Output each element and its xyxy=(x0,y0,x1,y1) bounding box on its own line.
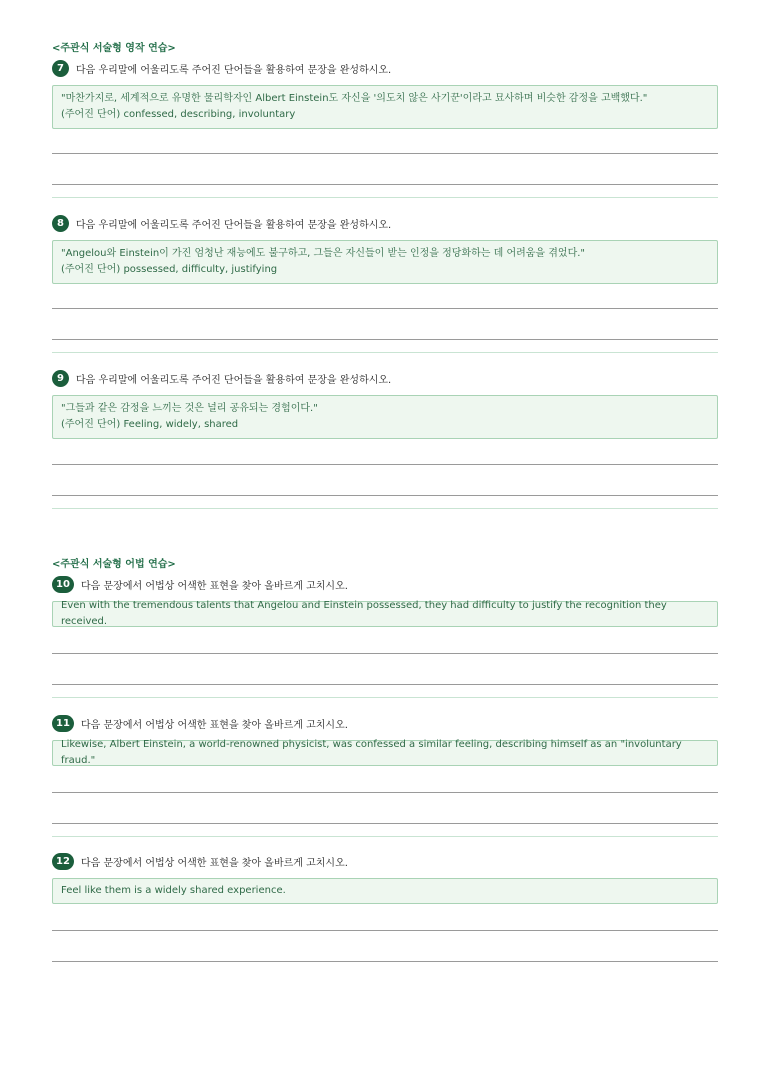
sentence-box xyxy=(52,740,718,766)
answer-line[interactable] xyxy=(52,792,718,793)
answer-line[interactable] xyxy=(52,653,718,654)
question-9 xyxy=(52,369,718,439)
question-number: 7 xyxy=(52,60,69,77)
korean-sentence: "그들과 같은 감정을 느끼는 것은 널리 공유되는 경험이다." xyxy=(61,403,318,414)
question-12 xyxy=(52,852,718,904)
prompt-box xyxy=(52,395,718,439)
answer-line[interactable] xyxy=(52,339,718,340)
answer-line[interactable] xyxy=(52,823,718,824)
answer-line[interactable] xyxy=(52,464,718,465)
section-title-grammar: <주관식 서술형 어법 연습> xyxy=(52,559,176,570)
korean-sentence: "Angelou와 Einstein이 가진 엄청난 재능에도 불구하고, 그들은 자신들이 받는 인정을 정당화하는 데 어려움을 겪었다." xyxy=(61,248,586,259)
question-number: 11 xyxy=(52,715,74,732)
question-instruction: 다음 문장에서 어법상 어색한 표현을 찾아 올바르게 고치시오. xyxy=(81,857,348,869)
question-instruction: 다음 문장에서 어법상 어색한 표현을 찾아 올바르게 고치시오. xyxy=(81,719,348,731)
answer-line[interactable] xyxy=(52,495,718,496)
given-words: (주어진 단어) Feeling, widely, shared xyxy=(61,419,239,430)
question-10 xyxy=(52,575,718,627)
english-sentence: Even with the tremendous talents that Angelou and Einstein possessed, they had difficulty to justify the recognition they received. xyxy=(61,600,667,627)
question-instruction: 다음 문장에서 어법상 어색한 표현을 찾아 올바르게 고치시오. xyxy=(81,580,348,592)
given-words: (주어진 단어) possessed, difficulty, justifying xyxy=(61,264,278,275)
question-number: 8 xyxy=(52,215,69,232)
sentence-box xyxy=(52,878,718,904)
question-8 xyxy=(52,214,718,284)
answer-line[interactable] xyxy=(52,930,718,931)
answer-line[interactable] xyxy=(52,961,718,962)
question-11 xyxy=(52,714,718,766)
english-sentence: Feel like them is a widely shared experience. xyxy=(61,885,286,896)
question-instruction: 다음 우리말에 어울리도록 주어진 단어들을 활용하여 문장을 완성하시오. xyxy=(76,219,392,231)
question-instruction: 다음 우리말에 어울리도록 주어진 단어들을 활용하여 문장을 완성하시오. xyxy=(76,64,392,76)
question-number: 12 xyxy=(52,853,74,870)
question-number: 10 xyxy=(52,576,74,593)
answer-line[interactable] xyxy=(52,308,718,309)
question-divider xyxy=(52,697,718,698)
prompt-box xyxy=(52,85,718,129)
sentence-box xyxy=(52,601,718,627)
answer-line[interactable] xyxy=(52,153,718,154)
question-divider xyxy=(52,836,718,837)
question-7 xyxy=(52,59,718,129)
answer-line[interactable] xyxy=(52,684,718,685)
question-number: 9 xyxy=(52,370,69,387)
given-words: (주어진 단어) confessed, describing, involuntary xyxy=(61,109,296,120)
question-divider xyxy=(52,352,718,353)
korean-sentence: "마찬가지로, 세계적으로 유명한 물리학자인 Albert Einstein도 자신을 '의도치 않은 사기꾼'이라고 묘사하며 비슷한 감정을 고백했다." xyxy=(61,93,648,104)
english-sentence: Likewise, Albert Einstein, a world-renowned physicist, was confessed a similar feeling, describing himself as an "involuntary fraud." xyxy=(61,739,682,766)
prompt-box xyxy=(52,240,718,284)
answer-line[interactable] xyxy=(52,184,718,185)
question-divider xyxy=(52,508,718,509)
section-title-composition: <주관식 서술형 영작 연습> xyxy=(52,43,176,54)
question-instruction: 다음 우리말에 어울리도록 주어진 단어들을 활용하여 문장을 완성하시오. xyxy=(76,374,392,386)
question-divider xyxy=(52,197,718,198)
